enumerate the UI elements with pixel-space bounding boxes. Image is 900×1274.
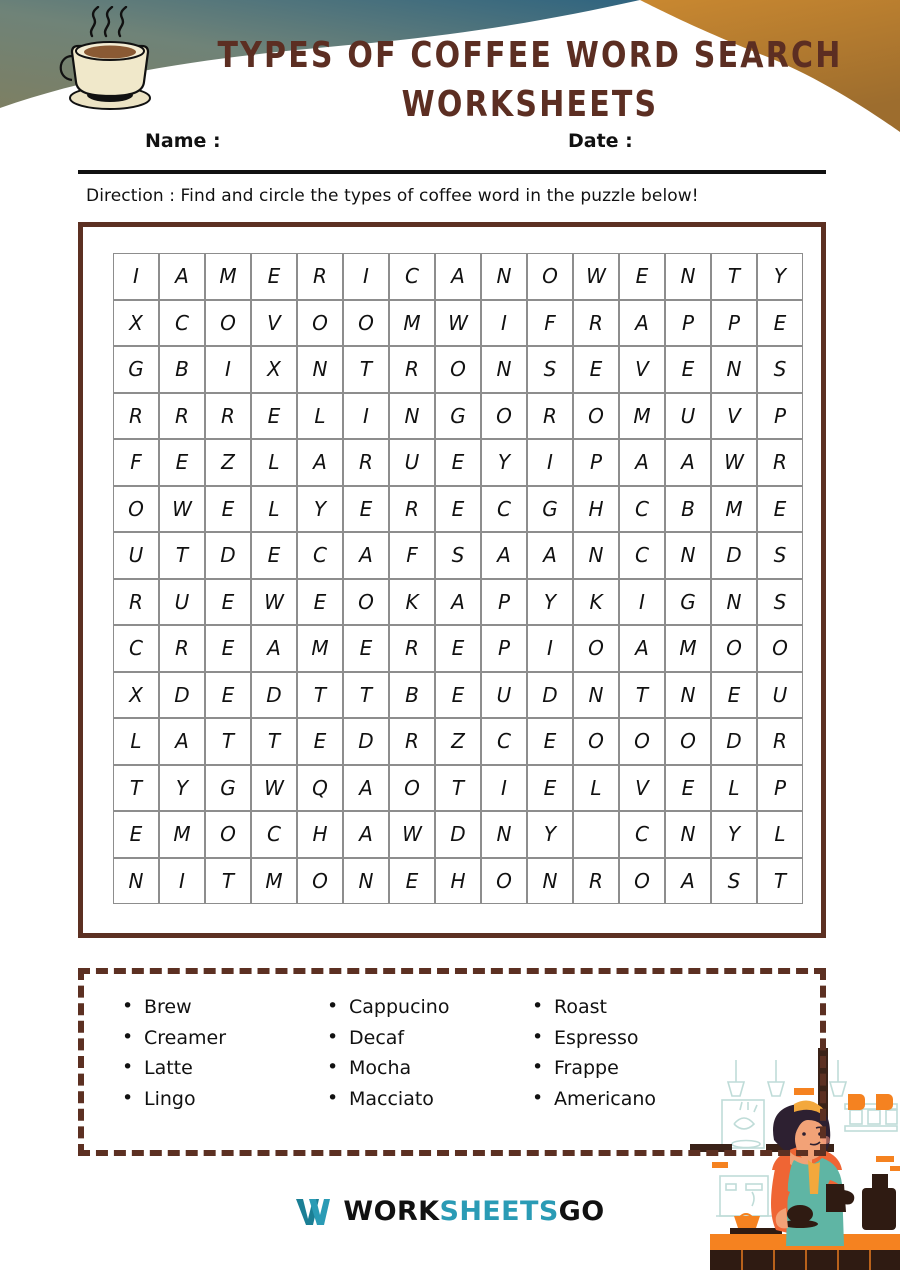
word-list-item[interactable]: • Macciato [323,1084,528,1115]
grid-cell[interactable]: V [619,765,665,812]
grid-cell[interactable]: E [757,486,803,533]
grid-cell[interactable]: O [343,300,389,347]
grid-cell[interactable]: O [573,625,619,672]
grid-cell[interactable]: T [619,672,665,719]
grid-cell[interactable]: T [205,718,251,765]
grid-cell[interactable]: T [251,718,297,765]
grid-cell[interactable]: A [343,765,389,812]
grid-cell[interactable]: K [573,579,619,626]
name-label: Name : [145,130,221,152]
grid-cell[interactable]: K [389,579,435,626]
word-list-item[interactable]: • Brew [118,992,323,1023]
grid-cell[interactable]: E [757,300,803,347]
logo-text [343,1196,604,1227]
grid-cell[interactable]: I [527,625,573,672]
grid-cell[interactable]: E [343,625,389,672]
grid-cell[interactable]: C [481,718,527,765]
word-list-item[interactable]: • Decaf [323,1023,528,1054]
grid-cell[interactable]: U [113,532,159,579]
grid-cell[interactable]: E [205,672,251,719]
grid-cell[interactable]: X [113,300,159,347]
grid-cell[interactable]: H [435,858,481,905]
grid-cell[interactable]: D [711,718,757,765]
grid-cell[interactable]: A [527,532,573,579]
name-date-row [0,130,900,164]
grid-cell[interactable]: M [619,393,665,440]
grid-cell[interactable]: S [757,579,803,626]
word-list-column [323,992,528,1114]
grid-cell[interactable]: E [251,253,297,300]
grid-cell[interactable]: L [711,765,757,812]
grid-cell[interactable]: O [113,486,159,533]
grid-cell[interactable]: T [205,858,251,905]
grid-cell[interactable]: E [205,486,251,533]
grid-cell[interactable]: N [389,393,435,440]
grid-cell[interactable]: O [573,718,619,765]
grid-cell[interactable]: I [159,858,205,905]
grid-cell[interactable]: Y [481,439,527,486]
grid-cell[interactable]: I [527,439,573,486]
grid-cell[interactable]: S [527,346,573,393]
grid-cell[interactable]: U [757,672,803,719]
grid-cell[interactable]: A [481,532,527,579]
grid-cell[interactable]: C [113,625,159,672]
grid-cell[interactable]: R [527,393,573,440]
grid-cell[interactable]: B [389,672,435,719]
grid-cell[interactable]: G [113,346,159,393]
grid-cell[interactable]: X [251,346,297,393]
grid-cell[interactable]: T [297,672,343,719]
grid-cell[interactable]: M [159,811,205,858]
grid-cell[interactable]: O [711,625,757,672]
grid-cell[interactable]: D [343,718,389,765]
grid-cell[interactable]: M [665,625,711,672]
grid-cell[interactable]: N [527,858,573,905]
word-list-item[interactable]: • Latte [118,1053,323,1084]
grid-cell[interactable]: R [757,718,803,765]
direction-text: Direction : Find and circle the types of coffee word in the puzzle below! [86,186,699,206]
grid-cell[interactable]: N [481,253,527,300]
grid-cell[interactable]: N [665,811,711,858]
grid-cell[interactable]: E [435,625,481,672]
grid-cell[interactable]: O [619,858,665,905]
grid-cell[interactable]: U [159,579,205,626]
grid-cell[interactable]: N [297,346,343,393]
grid-cell[interactable]: U [389,439,435,486]
grid-cell[interactable]: Y [757,253,803,300]
grid-cell[interactable]: P [711,300,757,347]
grid-cell[interactable]: M [711,486,757,533]
grid-cell[interactable]: E [619,253,665,300]
grid-cell[interactable]: D [159,672,205,719]
grid-cell[interactable]: E [435,486,481,533]
grid-cell[interactable]: F [527,300,573,347]
grid-cell[interactable]: W [711,439,757,486]
grid-cell[interactable]: T [343,346,389,393]
grid-cell[interactable]: C [481,486,527,533]
grid-cell[interactable]: R [113,393,159,440]
grid-cell[interactable]: V [251,300,297,347]
grid-cell[interactable]: N [711,346,757,393]
grid-cell[interactable]: N [481,811,527,858]
grid-cell[interactable]: E [343,486,389,533]
word-list-item[interactable]: • Roast [528,992,733,1023]
grid-cell[interactable]: P [481,625,527,672]
grid-cell[interactable]: A [665,439,711,486]
grid-cell[interactable]: V [711,393,757,440]
grid-cell[interactable]: D [251,672,297,719]
grid-cell[interactable]: R [205,393,251,440]
grid-cell[interactable]: T [757,858,803,905]
grid-cell[interactable]: O [527,253,573,300]
grid-cell[interactable]: E [205,579,251,626]
grid-cell[interactable]: O [481,393,527,440]
grid-cell[interactable]: N [573,532,619,579]
grid-cell[interactable]: R [113,579,159,626]
grid-cell[interactable]: Y [159,765,205,812]
grid-cell[interactable]: Q [297,765,343,812]
grid-cell[interactable]: T [159,532,205,579]
grid-cell[interactable]: A [159,253,205,300]
grid-cell[interactable]: W [159,486,205,533]
grid-cell[interactable]: P [481,579,527,626]
grid-cell[interactable]: I [619,579,665,626]
grid-cell[interactable]: F [113,439,159,486]
grid-cell[interactable]: R [159,393,205,440]
grid-cell[interactable]: C [619,486,665,533]
grid-cell[interactable]: I [481,300,527,347]
word-list [528,992,733,1114]
grid-cell[interactable]: R [297,253,343,300]
grid-cell[interactable]: A [159,718,205,765]
grid-cell[interactable]: P [757,393,803,440]
grid-cell[interactable]: R [389,625,435,672]
grid-cell[interactable]: R [343,439,389,486]
grid-cell[interactable]: C [251,811,297,858]
grid-cell[interactable]: E [251,393,297,440]
grid-cell[interactable]: G [435,393,481,440]
word-list-box [78,968,826,1156]
grid-cell[interactable]: I [205,346,251,393]
grid-cell[interactable]: W [435,300,481,347]
grid-cell[interactable]: T [343,672,389,719]
grid-cell[interactable]: O [665,718,711,765]
grid-cell[interactable]: E [297,718,343,765]
grid-cell[interactable]: E [527,718,573,765]
grid-cell[interactable]: N [711,579,757,626]
grid-cell[interactable]: E [665,765,711,812]
grid-cell[interactable]: X [113,672,159,719]
grid-cell[interactable]: E [159,439,205,486]
grid-cell[interactable]: O [343,579,389,626]
grid-cell[interactable]: A [251,625,297,672]
grid-cell[interactable]: A [619,625,665,672]
grid-cell[interactable]: R [757,439,803,486]
grid-cell[interactable]: H [297,811,343,858]
grid-cell[interactable]: U [481,672,527,719]
word-search-grid[interactable] [113,253,803,904]
grid-cell[interactable]: E [113,811,159,858]
word-list-column [528,992,733,1114]
grid-cell[interactable]: N [665,532,711,579]
grid-cell[interactable]: N [481,346,527,393]
date-label: Date : [568,130,633,152]
grid-cell[interactable]: A [297,439,343,486]
grid-cell[interactable]: O [757,625,803,672]
grid-cell[interactable]: M [205,253,251,300]
grid-cell[interactable]: T [113,765,159,812]
grid-cell[interactable]: Y [711,811,757,858]
grid-cell[interactable]: G [665,579,711,626]
grid-cell[interactable]: R [389,486,435,533]
grid-cell[interactable]: I [343,393,389,440]
grid-cell[interactable]: O [481,858,527,905]
grid-cell[interactable]: G [527,486,573,533]
grid-cell[interactable]: A [343,532,389,579]
grid-cell[interactable]: M [251,858,297,905]
grid-cell[interactable]: B [665,486,711,533]
grid-cell[interactable]: O [297,858,343,905]
grid-cell[interactable]: P [757,765,803,812]
grid-cell[interactable]: L [297,393,343,440]
grid-cell[interactable]: G [205,765,251,812]
grid-cell[interactable]: I [113,253,159,300]
grid-cell[interactable]: N [573,672,619,719]
grid-cell[interactable]: T [711,253,757,300]
grid-cell[interactable]: C [619,532,665,579]
grid-cell[interactable] [573,811,619,858]
grid-cell[interactable]: L [573,765,619,812]
grid-cell[interactable]: E [205,625,251,672]
logo-text-go: GO [558,1196,605,1227]
grid-cell[interactable]: S [711,858,757,905]
grid-cell[interactable]: R [389,718,435,765]
grid-cell[interactable]: E [389,858,435,905]
grid-cell[interactable]: O [205,811,251,858]
grid-cell[interactable]: E [251,532,297,579]
grid-cell[interactable]: N [665,253,711,300]
title-line-1: TYPES OF COFFEE WORD SEARCH [217,35,843,77]
grid-cell[interactable]: V [619,346,665,393]
grid-cell[interactable]: D [711,532,757,579]
grid-cell[interactable]: N [665,672,711,719]
word-list-item[interactable]: • Frappe [528,1053,733,1084]
grid-cell[interactable]: I [343,253,389,300]
grid-cell[interactable]: A [435,579,481,626]
grid-cell[interactable]: L [757,811,803,858]
grid-cell[interactable]: L [113,718,159,765]
grid-cell[interactable]: E [435,672,481,719]
grid-cell[interactable]: O [619,718,665,765]
footer-logo [0,1196,900,1227]
grid-cell[interactable]: E [573,346,619,393]
grid-cell[interactable]: E [527,765,573,812]
grid-cell[interactable]: C [159,300,205,347]
grid-cell[interactable]: W [251,765,297,812]
word-list-item[interactable]: • Creamer [118,1023,323,1054]
grid-cell[interactable]: W [573,253,619,300]
grid-cell[interactable]: O [435,346,481,393]
word-list-columns [118,992,808,1114]
grid-cell[interactable]: T [435,765,481,812]
grid-cell[interactable]: U [665,393,711,440]
grid-cell[interactable]: B [159,346,205,393]
grid-cell[interactable]: R [573,858,619,905]
header-divider [78,170,826,174]
word-list [323,992,528,1114]
grid-cell[interactable]: Y [527,579,573,626]
word-list-item[interactable]: • Cappucino [323,992,528,1023]
logo-text-sheets: SHEETS [439,1196,559,1227]
grid-cell[interactable]: N [113,858,159,905]
grid-cell[interactable]: A [435,253,481,300]
word-list-item[interactable]: • Americano [528,1084,733,1115]
grid-cell[interactable]: S [757,346,803,393]
word-list-item[interactable]: • Mocha [323,1053,528,1084]
grid-cell[interactable]: E [711,672,757,719]
grid-cell[interactable]: O [573,393,619,440]
grid-cell[interactable]: R [159,625,205,672]
title-line-2: WORKSHEETS [401,83,659,125]
grid-cell[interactable]: M [297,625,343,672]
word-list-column [118,992,323,1114]
grid-cell[interactable]: P [573,439,619,486]
grid-cell[interactable]: I [481,765,527,812]
grid-cell[interactable]: D [435,811,481,858]
grid-cell[interactable]: O [297,300,343,347]
page-title [180,28,880,125]
word-list-item[interactable]: • Lingo [118,1084,323,1115]
grid-cell[interactable]: A [665,858,711,905]
grid-cell[interactable]: Y [527,811,573,858]
grid-cell[interactable]: E [297,579,343,626]
grid-cell[interactable]: A [343,811,389,858]
grid-cell[interactable]: D [205,532,251,579]
grid-cell[interactable]: W [251,579,297,626]
grid-cell[interactable]: C [389,253,435,300]
grid-cell[interactable]: Z [205,439,251,486]
grid-cell[interactable]: H [573,486,619,533]
grid-cell[interactable]: E [435,439,481,486]
word-list-item[interactable]: • Espresso [528,1023,733,1054]
grid-cell[interactable]: F [389,532,435,579]
grid-cell[interactable]: M [389,300,435,347]
grid-cell[interactable]: C [297,532,343,579]
word-list [118,992,323,1114]
grid-cell[interactable]: A [619,300,665,347]
grid-cell[interactable]: W [389,811,435,858]
coffee-cup-icon [48,6,168,118]
grid-cell[interactable]: N [343,858,389,905]
grid-cell[interactable]: L [251,486,297,533]
grid-cell[interactable]: O [389,765,435,812]
puzzle-frame [78,222,826,938]
grid-cell[interactable]: P [665,300,711,347]
grid-cell[interactable]: R [573,300,619,347]
grid-cell[interactable]: O [205,300,251,347]
logo-text-work: WORK [343,1196,440,1227]
grid-cell[interactable]: A [619,439,665,486]
grid-cell[interactable]: S [757,532,803,579]
grid-cell[interactable]: E [665,346,711,393]
grid-cell[interactable]: R [389,346,435,393]
grid-cell[interactable]: L [251,439,297,486]
w-monogram-icon [295,1197,331,1227]
grid-cell[interactable]: D [527,672,573,719]
grid-cell[interactable]: C [619,811,665,858]
grid-cell[interactable]: Y [297,486,343,533]
grid-cell[interactable]: S [435,532,481,579]
grid-cell[interactable]: Z [435,718,481,765]
